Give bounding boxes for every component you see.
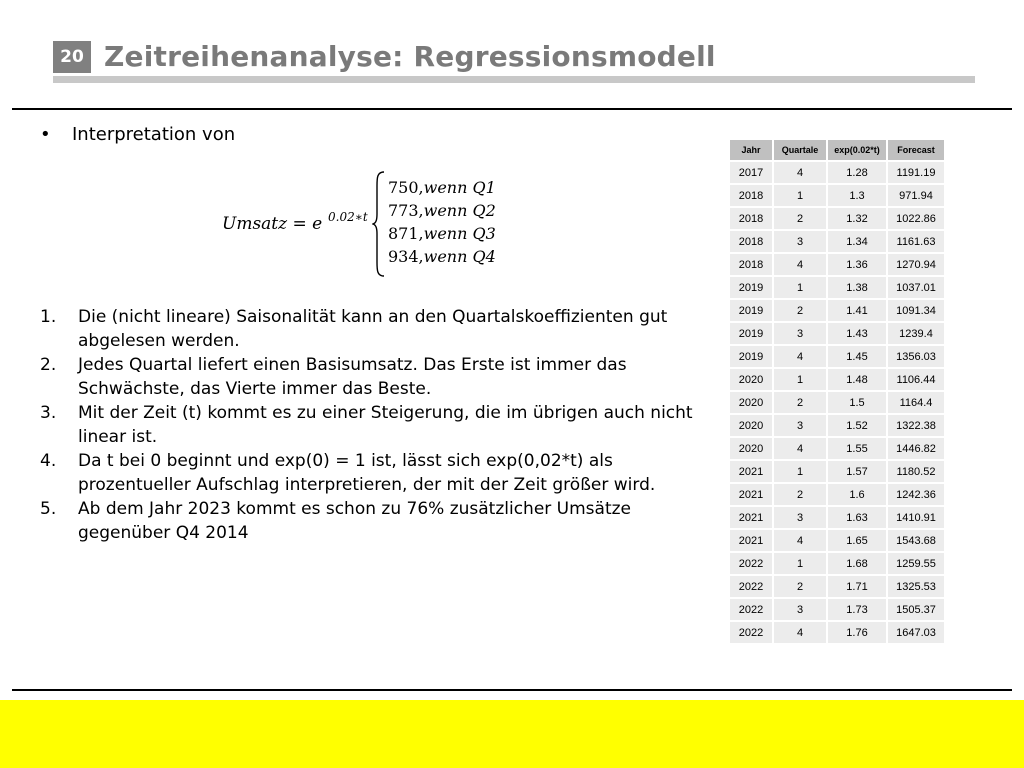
table-cell: 4 — [774, 254, 826, 275]
table-cell: 2022 — [730, 622, 772, 643]
table-cell: 2020 — [730, 415, 772, 436]
table-cell: 2 — [774, 392, 826, 413]
table-cell: 1.76 — [828, 622, 886, 643]
table-cell: 1.3 — [828, 185, 886, 206]
table-cell: 1239.4 — [888, 323, 944, 344]
top-divider — [12, 108, 1012, 110]
table-cell: 2020 — [730, 438, 772, 459]
table-row — [730, 599, 944, 620]
table-cell: 2 — [774, 484, 826, 505]
table-cell: 1161.63 — [888, 231, 944, 252]
table-cell: 4 — [774, 530, 826, 551]
table-body — [730, 162, 944, 643]
table-cell: 2018 — [730, 231, 772, 252]
table-cell: 1259.55 — [888, 553, 944, 574]
table-cell: 1 — [774, 553, 826, 574]
table-header-row — [730, 140, 944, 160]
table-cell: 1.68 — [828, 553, 886, 574]
table-cell: 1410.91 — [888, 507, 944, 528]
table-cell: 3 — [774, 599, 826, 620]
header-quartale: Quartale — [774, 140, 826, 160]
table-row — [730, 254, 944, 275]
table-cell: 1.73 — [828, 599, 886, 620]
table-row — [730, 277, 944, 298]
table-cell: 1356.03 — [888, 346, 944, 367]
case-row: 773,wenn Q2 — [388, 201, 496, 220]
table-cell: 2018 — [730, 208, 772, 229]
bottom-divider — [12, 689, 1012, 691]
header-forecast: Forecast — [888, 140, 944, 160]
table-cell: 1270.94 — [888, 254, 944, 275]
table-cell: 1191.19 — [888, 162, 944, 183]
case-row: 934,wenn Q4 — [388, 247, 496, 266]
table-row — [730, 300, 944, 321]
table-row — [730, 415, 944, 436]
table-cell: 1.5 — [828, 392, 886, 413]
table-cell: 1.71 — [828, 576, 886, 597]
table-cell: 1.38 — [828, 277, 886, 298]
table-cell: 1 — [774, 185, 826, 206]
table-cell: 1.55 — [828, 438, 886, 459]
table-cell: 2017 — [730, 162, 772, 183]
table-cell: 1.63 — [828, 507, 886, 528]
table-cell: 1180.52 — [888, 461, 944, 482]
table-cell: 1022.86 — [888, 208, 944, 229]
footer-band — [0, 700, 1024, 768]
table-cell: 2021 — [730, 484, 772, 505]
table-row — [730, 507, 944, 528]
table-cell: 2021 — [730, 461, 772, 482]
table-cell: 1091.34 — [888, 300, 944, 321]
table-row — [730, 622, 944, 643]
table-row — [730, 185, 944, 206]
table-cell: 1242.36 — [888, 484, 944, 505]
left-brace — [372, 170, 386, 278]
table-cell: 1.45 — [828, 346, 886, 367]
table-cell: 1.43 — [828, 323, 886, 344]
header-exp: exp(0.02*t) — [828, 140, 886, 160]
table-cell: 1.6 — [828, 484, 886, 505]
table-cell: 1.65 — [828, 530, 886, 551]
table-cell: 2019 — [730, 323, 772, 344]
table-cell: 2018 — [730, 254, 772, 275]
table-cell: 1.52 — [828, 415, 886, 436]
table-cell: 1164.4 — [888, 392, 944, 413]
table-cell: 3 — [774, 507, 826, 528]
table-cell: 1505.37 — [888, 599, 944, 620]
table-cell: 2020 — [730, 369, 772, 390]
table-row — [730, 530, 944, 551]
table-cell: 1446.82 — [888, 438, 944, 459]
table-cell: 971.94 — [888, 185, 944, 206]
table-row — [730, 553, 944, 574]
table-cell: 4 — [774, 346, 826, 367]
table-cell: 4 — [774, 438, 826, 459]
table-cell: 2019 — [730, 300, 772, 321]
table-cell: 1.36 — [828, 254, 886, 275]
table-cell: 4 — [774, 622, 826, 643]
list-item: 4. Da t bei 0 beginnt und exp(0) = 1 ist, lässt sich exp(0,02*t) als prozentueller Aufschlag interpretieren, der mit der Zeit größer wird. — [40, 451, 656, 495]
bullet-marker: • — [40, 124, 51, 145]
table-cell: 2020 — [730, 392, 772, 413]
list-item: 1. Die (nicht lineare) Saisonalität kann an den Quartalskoeffizienten gut abgelesen werden. — [40, 307, 668, 351]
table-cell: 1106.44 — [888, 369, 944, 390]
slide-number: 20 — [53, 41, 91, 73]
table-cell: 1037.01 — [888, 277, 944, 298]
case-row: 871,wenn Q3 — [388, 224, 496, 243]
case-row: 750,wenn Q1 — [388, 178, 496, 197]
table-cell: 1647.03 — [888, 622, 944, 643]
table-cell: 2022 — [730, 553, 772, 574]
table-cell: 3 — [774, 323, 826, 344]
table-cell: 2021 — [730, 507, 772, 528]
table-cell: 1.34 — [828, 231, 886, 252]
table-cell: 2022 — [730, 599, 772, 620]
table-cell: 1.41 — [828, 300, 886, 321]
table-cell: 1.28 — [828, 162, 886, 183]
header-jahr: Jahr — [730, 140, 772, 160]
forecast-table — [728, 138, 946, 645]
slide-title: Zeitreihenanalyse: Regressionsmodell — [104, 40, 716, 73]
table-row — [730, 323, 944, 344]
table-row — [730, 162, 944, 183]
list-item: 2. Jedes Quartal liefert einen Basisumsatz. Das Erste ist immer das Schwächste, das Vierte immer das Beste. — [40, 355, 627, 399]
table-row — [730, 461, 944, 482]
table-cell: 4 — [774, 162, 826, 183]
table-row — [730, 231, 944, 252]
table-cell: 1543.68 — [888, 530, 944, 551]
table-cell: 2018 — [730, 185, 772, 206]
interpretation-list — [40, 305, 700, 545]
table-cell: 3 — [774, 231, 826, 252]
formula — [220, 170, 520, 280]
table-row — [730, 484, 944, 505]
formula-lhs: Umsatz = e — [222, 214, 323, 234]
table-row — [730, 346, 944, 367]
table-cell: 2022 — [730, 576, 772, 597]
table-cell: 1.32 — [828, 208, 886, 229]
table-cell: 1322.38 — [888, 415, 944, 436]
table-cell: 1 — [774, 277, 826, 298]
intro-text: Interpretation von — [72, 124, 236, 145]
table-cell: 1.57 — [828, 461, 886, 482]
table-row — [730, 438, 944, 459]
formula-cases — [388, 176, 496, 268]
table-cell: 2 — [774, 300, 826, 321]
table-cell: 2019 — [730, 277, 772, 298]
table-cell: 1 — [774, 461, 826, 482]
table-cell: 2021 — [730, 530, 772, 551]
table-row — [730, 208, 944, 229]
table-cell: 1325.53 — [888, 576, 944, 597]
list-item: 5. Ab dem Jahr 2023 kommt es schon zu 76% zusätzlicher Umsätze gegenüber Q4 2014 — [40, 499, 632, 543]
table-row — [730, 369, 944, 390]
table-cell: 1.48 — [828, 369, 886, 390]
list-item: 3. Mit der Zeit (t) kommt es zu einer Steigerung, die im übrigen auch nicht linear ist. — [40, 403, 693, 447]
title-underline — [53, 76, 975, 83]
table-cell: 2 — [774, 208, 826, 229]
table-cell: 2019 — [730, 346, 772, 367]
table-cell: 1 — [774, 369, 826, 390]
table-cell: 3 — [774, 415, 826, 436]
table-cell: 2 — [774, 576, 826, 597]
table-row — [730, 576, 944, 597]
formula-exponent: 0.02∗t — [328, 210, 368, 224]
table-row — [730, 392, 944, 413]
